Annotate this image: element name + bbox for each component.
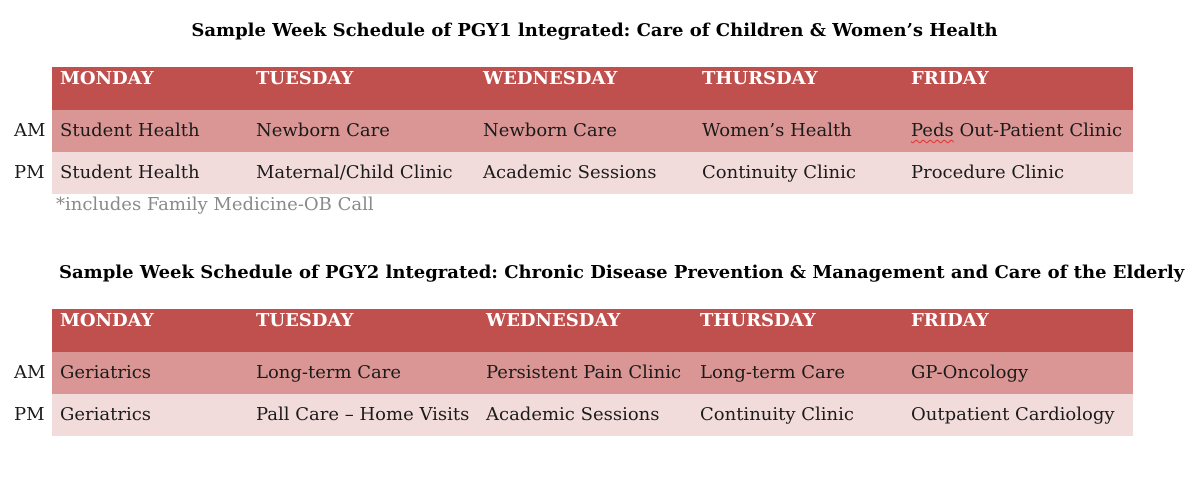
cell-monday-pm: Student Health xyxy=(60,162,200,183)
cell-friday-am: GP-Oncology xyxy=(911,362,1029,383)
cell-wednesday-pm: Academic Sessions xyxy=(486,404,660,425)
cell-monday-am: Student Health xyxy=(60,120,200,141)
table-header-row xyxy=(52,309,1133,352)
cell-thursday-pm: Continuity Clinic xyxy=(700,404,854,425)
schedule-table-pgy2 xyxy=(14,309,1133,436)
column-header-monday: MONDAY xyxy=(60,310,154,331)
column-header-thursday: THURSDAY xyxy=(700,310,816,331)
column-header-tuesday: TUESDAY xyxy=(256,310,354,331)
cell-tuesday-am: Newborn Care xyxy=(256,120,390,141)
spellcheck-word: Peds xyxy=(911,120,954,141)
column-header-wednesday: WEDNESDAY xyxy=(483,68,618,89)
footnote: *includes Family Medicine-OB Call xyxy=(56,194,374,215)
column-header-tuesday: TUESDAY xyxy=(256,68,354,89)
cell-tuesday-am: Long-term Care xyxy=(256,362,402,383)
schedule-table-pgy1 xyxy=(14,67,1133,194)
table-row-pm xyxy=(14,394,1133,436)
cell-thursday-am: Women’s Health xyxy=(702,120,852,141)
cell-tuesday-pm: Maternal/Child Clinic xyxy=(256,162,453,183)
cell-thursday-am: Long-term Care xyxy=(700,362,846,383)
cell-friday-pm: Procedure Clinic xyxy=(911,162,1065,183)
row-label-am: AM xyxy=(14,362,46,383)
cell-wednesday-am: Persistent Pain Clinic xyxy=(486,362,682,383)
cell-monday-am: Geriatrics xyxy=(60,362,152,383)
column-header-monday: MONDAY xyxy=(60,68,154,89)
column-header-friday: FRIDAY xyxy=(911,310,989,331)
cell-friday-am-rest: Out-Patient Clinic xyxy=(959,120,1123,141)
cell-wednesday-am: Newborn Care xyxy=(483,120,617,141)
schedule-title-pgy1: Sample Week Schedule of PGY1 lntegrated: Care of Children & Women’s Health xyxy=(191,20,998,41)
cell-monday-pm: Geriatrics xyxy=(60,404,152,425)
row-label-pm: PM xyxy=(14,404,45,425)
row-label-am: AM xyxy=(14,120,46,141)
column-header-friday: FRIDAY xyxy=(911,68,989,89)
table-header-row xyxy=(52,67,1133,110)
column-header-wednesday: WEDNESDAY xyxy=(486,310,621,331)
cell-friday-pm: Outpatient Cardiology xyxy=(911,404,1115,425)
cell-wednesday-pm: Academic Sessions xyxy=(483,162,657,183)
column-header-thursday: THURSDAY xyxy=(702,68,818,89)
table-row-am xyxy=(14,110,1133,152)
cell-friday-am xyxy=(911,110,1122,152)
table-row-am xyxy=(14,352,1133,394)
table-row-pm xyxy=(14,152,1133,194)
schedule-title-pgy2: Sample Week Schedule of PGY2 lntegrated: Chronic Disease Prevention & Management and Care of the Elderly xyxy=(59,262,1185,283)
row-label-pm: PM xyxy=(14,162,45,183)
cell-thursday-pm: Continuity Clinic xyxy=(702,162,856,183)
cell-tuesday-pm: Pall Care – Home Visits xyxy=(256,404,470,425)
